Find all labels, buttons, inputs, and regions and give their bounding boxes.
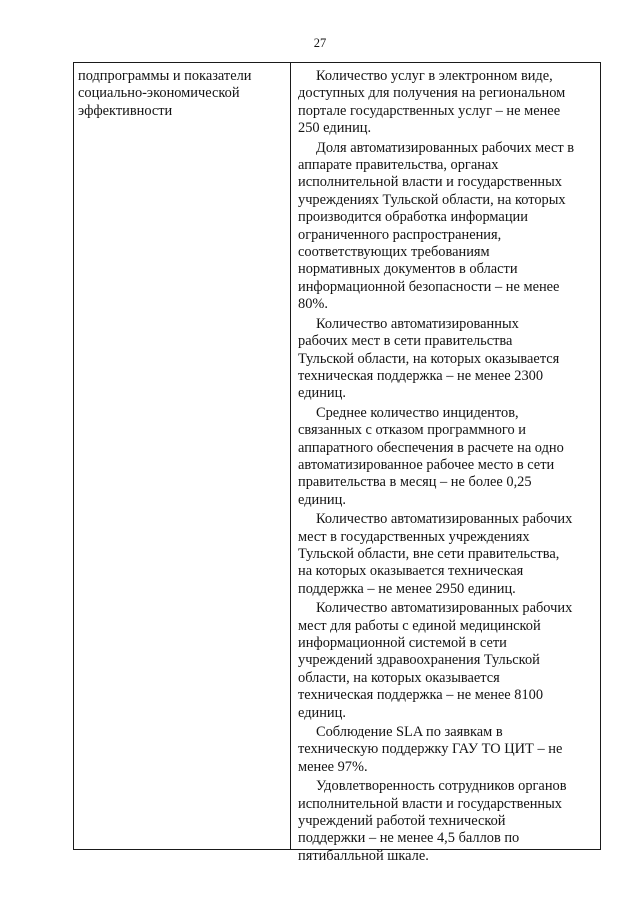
page-number: 27 — [313, 36, 327, 50]
indicator-paragraph-secure-workstations-share: Доля автоматизированных рабочих мест в аппарате правительства, органах исполнительной власти и государственных учреждениях Тульской области, на которых производится обработка информации ограниченного распространения, соответствующих требованиям нормативных документов в области информационной безопасности – не менее 80%. — [298, 139, 575, 313]
indicator-paragraph-government-network-support: Количество автоматизированных рабочих мест в сети правительства Тульской области, на которых оказывается техническая поддержка – не менее 2300 единиц. — [298, 315, 560, 402]
document-table — [73, 62, 601, 864]
right-cell-content — [298, 68, 596, 867]
indicator-paragraph-institution-support: Количество автоматизированных рабочих мест в государственных учреждениях Тульской области, вне сети правительства, на которых оказывается техническая поддержка – не менее 2950 единиц. — [298, 511, 573, 597]
column-divider — [290, 63, 291, 849]
left-cell-label: подпрограммы и показатели социально-экономической эффективности — [78, 68, 252, 119]
indicator-paragraph-sla-compliance: Соблюдение SLA по заявкам в техническую поддержку ГАУ ТО ЦИТ – не менее 97%. — [298, 724, 563, 775]
indicator-paragraph-electronic-services: Количество услуг в электронном виде, доступных для получения на региональном портале государственных услуг – не менее 250 единиц. — [298, 68, 566, 137]
indicator-paragraph-medical-system-support: Количество автоматизированных рабочих мест для работы с единой медицинской информационной системой в сети учреждений здравоохранения Тульской области, на которых оказывается техническая поддержка – не менее 8100 единиц. — [298, 600, 573, 721]
indicator-paragraph-incident-rate: Среднее количество инцидентов, связанных с отказом программного и аппаратного обеспечения в расчете на одно автоматизированное рабочее место в сети правительства в месяц – не более 0,25 единиц. — [298, 404, 564, 508]
indicator-paragraph-support-satisfaction: Удовлетворенность сотрудников органов исполнительной власти и государственных учреждений работой технической поддержки – не менее 4,5 баллов по пятибалльной шкале. — [298, 778, 567, 864]
